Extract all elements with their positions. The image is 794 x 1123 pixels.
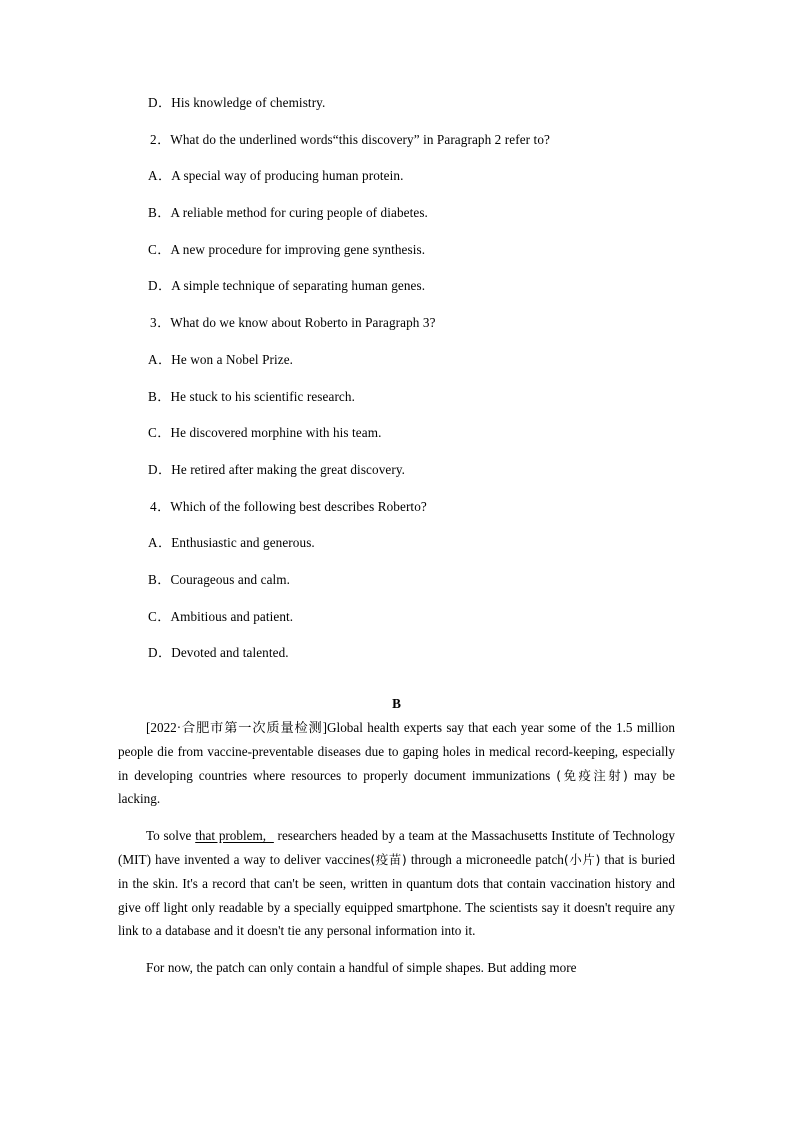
option-item[interactable]: [118, 279, 675, 316]
option-separator: ．: [158, 278, 172, 294]
option-tag: C: [148, 608, 158, 624]
option-text: Ambitious and patient.: [170, 608, 294, 624]
paragraph-2-after-underline: researchers headed by a team at the Massachusetts Institute of Technology (MIT) have invented a way to deliver vaccines: [118, 828, 675, 867]
option-tag: D: [148, 645, 159, 661]
underlined-phrase: that problem,: [195, 828, 267, 844]
option-item[interactable]: [118, 536, 675, 573]
option-text: He discovered morphine with his team.: [170, 425, 382, 441]
option-tag: A: [148, 351, 159, 367]
section-heading: B: [392, 696, 401, 711]
option-text: Courageous and calm.: [170, 571, 291, 587]
question-item: [118, 500, 675, 537]
option-text: Devoted and talented.: [171, 645, 289, 661]
option-separator: ．: [157, 205, 171, 221]
option-item[interactable]: [118, 646, 675, 683]
option-item[interactable]: [118, 243, 675, 280]
option-tag: A: [148, 168, 159, 184]
passage-paragraph-3: For now, the patch can only contain a handful of simple shapes. But adding more: [146, 960, 577, 976]
option-text: He stuck to his scientific research.: [170, 388, 355, 404]
option-tag: B: [148, 388, 158, 404]
question-number: 4: [150, 498, 158, 514]
option-separator: ．: [158, 535, 172, 551]
option-tag: D: [148, 95, 159, 110]
paragraph-2-tail: that is buried in the skin. It's a record that can't be seen, written in quantum dots that contain vaccination history and give off light only readable by a specially equipped smartphone. The scientists say it doesn't require any link to a database and it doesn't tie any personal information into it.: [118, 851, 675, 939]
chinese-gloss-patch: (小片): [563, 851, 601, 867]
option-separator: ．: [158, 168, 172, 184]
question-separator: ．: [157, 131, 171, 147]
question-item: [118, 133, 675, 170]
option-tag: B: [148, 571, 158, 587]
option-text: He retired after making the great discovery.: [171, 461, 406, 477]
option-text: He won a Nobel Prize.: [171, 351, 294, 367]
paragraph-1-body: Global health experts say that each year some of the 1.5 million people die from vaccine-preventable diseases due to gaping holes in medical record-keeping, especially in developing countries where resources to properly document immunizations: [118, 720, 675, 783]
option-separator: ．: [158, 645, 172, 661]
option-tag: C: [148, 425, 158, 441]
option-item[interactable]: [118, 610, 675, 647]
passage-paragraph-1: [118, 716, 675, 811]
question-separator: ．: [157, 498, 171, 514]
option-tag: D: [148, 461, 159, 477]
option-text: His knowledge of chemistry.: [171, 95, 326, 110]
option-item[interactable]: [118, 426, 675, 463]
question-text: What do we know about Roberto in Paragraph 3?: [170, 315, 436, 331]
paragraph-1-tail: may be lacking.: [118, 767, 675, 807]
question-number: 2: [150, 131, 158, 147]
paragraph-2-lead: To solve: [146, 828, 196, 844]
option-separator: ．: [158, 95, 172, 110]
option-item[interactable]: [118, 463, 675, 500]
chinese-gloss-immunizations: (免疫注射): [556, 767, 628, 783]
question-separator: ．: [157, 315, 171, 331]
option-text: A simple technique of separating human genes.: [171, 278, 426, 294]
passage-paragraph-2: [118, 824, 675, 943]
question-text: What do the underlined words“this discovery” in Paragraph 2 refer to?: [170, 131, 550, 147]
question-item: [118, 316, 675, 353]
source-tag: [2022·合肥市第一次质量检测]: [146, 720, 328, 735]
option-tag: A: [148, 535, 159, 551]
option-tag: C: [148, 241, 158, 257]
option-separator: ．: [157, 571, 171, 587]
option-item[interactable]: [118, 96, 675, 133]
question-number: 3: [150, 315, 158, 331]
option-separator: ．: [157, 388, 171, 404]
option-tag: D: [148, 278, 159, 294]
option-item[interactable]: [118, 353, 675, 390]
option-text: Enthusiastic and generous.: [171, 535, 315, 551]
paragraph-2-mid: through a microneedle patch: [406, 851, 564, 867]
option-separator: ．: [158, 461, 172, 477]
option-separator: ．: [157, 608, 171, 624]
question-text: Which of the following best describes Roberto?: [170, 498, 427, 514]
option-item[interactable]: [118, 169, 675, 206]
chinese-gloss-vaccines: (疫苗): [370, 851, 407, 867]
option-separator: ．: [157, 241, 171, 257]
option-item[interactable]: [118, 390, 675, 427]
option-separator: ．: [158, 351, 172, 367]
option-separator: ．: [157, 425, 171, 441]
option-text: A special way of producing human protein.: [171, 168, 404, 184]
option-tag: B: [148, 205, 158, 221]
option-item[interactable]: [118, 206, 675, 243]
page-content: [118, 96, 675, 980]
option-item[interactable]: [118, 573, 675, 610]
option-text: A new procedure for improving gene synthesis.: [170, 241, 426, 257]
option-text: A reliable method for curing people of diabetes.: [170, 205, 428, 221]
multiple-choice-list: [118, 96, 675, 683]
